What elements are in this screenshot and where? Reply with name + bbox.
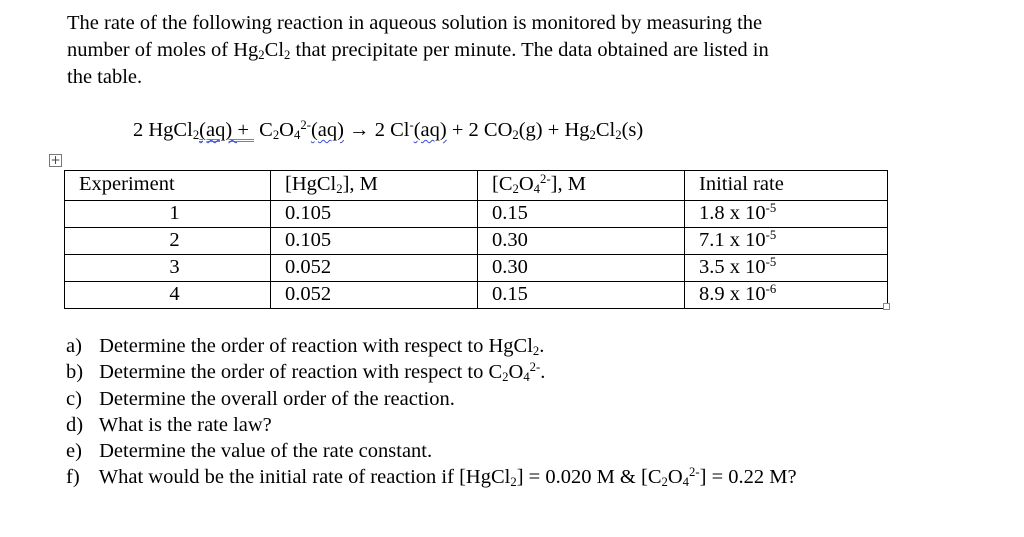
cell-oxalate: 0.15 (478, 201, 685, 228)
subscript: 2 (284, 48, 291, 63)
reaction-arrow: → (343, 119, 375, 141)
question-text: Determine the overall order of the reaction. (94, 387, 455, 410)
table-row (65, 201, 888, 228)
table-resize-handle-icon[interactable] (883, 303, 890, 310)
subscript: 2 (532, 344, 540, 359)
rate-base: 8.9 x 10 (699, 283, 766, 305)
superscript: 2- (689, 465, 700, 480)
question-d (66, 412, 966, 438)
superscript: 2- (300, 118, 311, 133)
subscript: 4 (533, 182, 541, 197)
cell-rate (685, 255, 888, 282)
cell-hgcl2: 0.052 (271, 282, 478, 309)
eq-text: 2 HgCl (133, 119, 193, 141)
question-label: d) (66, 413, 84, 436)
header-text: [HgCl (285, 173, 337, 195)
table-row (65, 228, 888, 255)
subscript: 2 (512, 182, 519, 197)
table-row (65, 255, 888, 282)
question-c (66, 386, 966, 412)
table-row (65, 282, 888, 309)
question-label: e) (66, 440, 82, 463)
rate-exponent: -5 (765, 255, 777, 270)
question-text: What is the rate law? (94, 413, 272, 436)
question-label: a) (66, 335, 82, 357)
header-hgcl2 (271, 171, 478, 201)
subscript: 2 (589, 128, 596, 143)
question-text: O (508, 361, 524, 384)
header-experiment: Experiment (65, 171, 271, 201)
subscript: 2 (615, 128, 622, 143)
table-header-row (65, 171, 888, 201)
question-list (66, 333, 966, 491)
cell-hgcl2: 0.052 (271, 255, 478, 282)
subscript: 2 (272, 128, 280, 143)
eq-text: + (237, 119, 254, 141)
intro-line-3: the table. (67, 66, 143, 88)
eq-text: Cl (595, 119, 616, 141)
header-rate: Initial rate (685, 171, 888, 201)
rate-exponent: -5 (765, 201, 777, 216)
eq-text: + 2 CO (446, 119, 513, 141)
cell-oxalate: 0.30 (478, 255, 685, 282)
cell-rate (685, 201, 888, 228)
question-text: ] = 0.020 M & [C (516, 466, 662, 489)
superscript: 2- (529, 360, 541, 375)
cell-rate (685, 228, 888, 255)
intro-line-2 (67, 37, 887, 64)
question-b (66, 359, 966, 385)
question-label: f) (66, 466, 80, 489)
subscript: 2 (258, 48, 265, 63)
cell-experiment: 4 (65, 282, 271, 309)
cell-experiment: 1 (65, 201, 271, 228)
cell-hgcl2: 0.105 (271, 201, 478, 228)
intro-text: that precipitate per minute. The data obtained are listed in (290, 39, 769, 61)
rate-data-table (64, 170, 888, 309)
eq-text: (g) + Hg (518, 119, 590, 141)
cell-oxalate: 0.15 (478, 282, 685, 309)
question-text: Determine the order of reaction with respect to C (94, 361, 503, 384)
cell-rate (685, 282, 888, 309)
header-text: O (518, 173, 534, 195)
eq-text: (aq) (199, 119, 238, 141)
subscript: 2 (512, 128, 519, 143)
eq-text: O (279, 119, 294, 141)
reaction-equation (133, 119, 643, 142)
header-oxalate (478, 171, 685, 201)
rate-base: 3.5 x 10 (699, 256, 766, 278)
question-text: . (539, 335, 545, 357)
question-f (66, 464, 966, 490)
subscript: 2 (192, 128, 200, 143)
subscript: 4 (523, 370, 530, 385)
question-text: ] = 0.22 M? (699, 466, 797, 489)
table-move-handle-icon[interactable]: + (50, 153, 61, 167)
eq-underlined (199, 119, 254, 141)
intro-text: Cl (264, 39, 285, 61)
cell-experiment: 2 (65, 228, 271, 255)
question-text: Determine the value of the rate constant. (94, 440, 433, 463)
question-a (66, 333, 966, 359)
intro-text: number of moles of Hg (67, 39, 259, 61)
question-label: b) (66, 361, 84, 384)
subscript: 2 (502, 370, 509, 385)
question-label: c) (66, 387, 82, 410)
header-text: ], M (550, 173, 586, 195)
cell-oxalate: 0.30 (478, 228, 685, 255)
eq-text: (s) (621, 119, 644, 141)
intro-paragraph (67, 10, 887, 91)
rate-base: 7.1 x 10 (699, 229, 766, 251)
intro-line-1: The rate of the following reaction in aqueous solution is monitored by measuring the (67, 12, 763, 34)
eq-text: 2 Cl (374, 119, 410, 141)
rate-exponent: -6 (765, 282, 777, 297)
subscript: 4 (293, 128, 301, 143)
question-text: . (540, 361, 546, 384)
subscript: 2 (661, 475, 668, 490)
question-text: Determine the order of reaction with respect to HgCl (94, 335, 533, 357)
cell-hgcl2: 0.105 (271, 228, 478, 255)
eq-text: (aq) (310, 119, 344, 141)
header-text: ], M (342, 173, 378, 195)
subscript: 4 (682, 475, 690, 490)
question-e (66, 438, 966, 464)
subscript: 2 (336, 182, 343, 197)
eq-text: C (259, 119, 273, 141)
cell-experiment: 3 (65, 255, 271, 282)
question-text: What would be the initial rate of reaction if [HgCl (94, 466, 511, 489)
question-text: O (667, 466, 683, 489)
superscript: - (409, 118, 414, 133)
eq-text: (aq) (413, 119, 447, 141)
superscript: 2- (540, 172, 551, 187)
rate-base: 1.8 x 10 (699, 202, 766, 224)
header-text: [C (492, 173, 513, 195)
rate-exponent: -5 (765, 228, 777, 243)
subscript: 2 (510, 475, 517, 490)
